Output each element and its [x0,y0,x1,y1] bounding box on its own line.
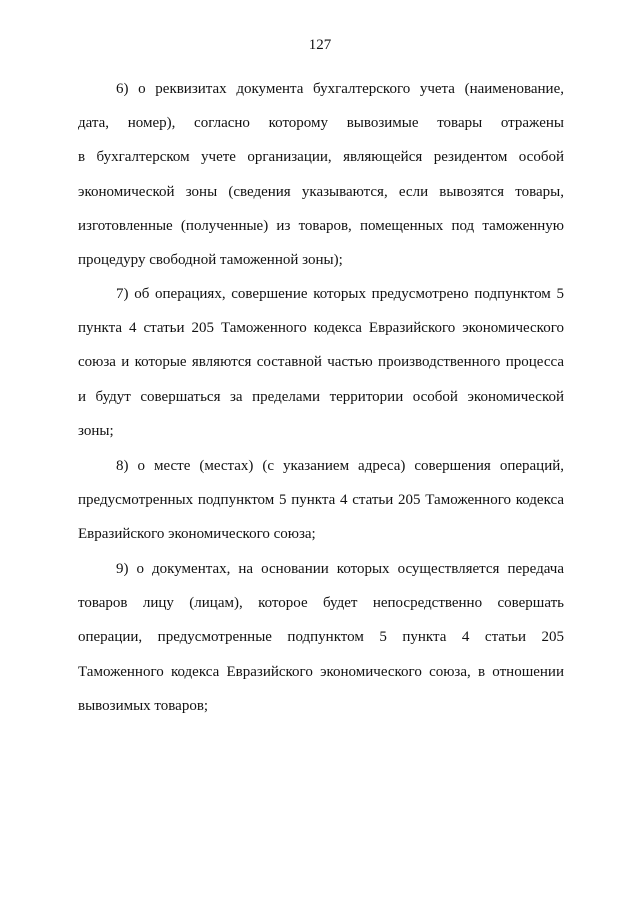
paragraph-item-8 [78,449,564,552]
paragraph-item-9 [78,552,564,723]
paragraph-item-7 [78,277,564,448]
text-line: товаров лицу (лицам), которое будет непосредственно совершать [78,595,564,612]
text-line: и будут совершаться за пределами территории особой экономической [78,388,564,405]
text-line: в бухгалтерском учете организации, являющейся резидентом особой [78,149,564,166]
text-line: предусмотренных подпунктом 5 пункта 4 статьи 205 Таможенного кодекса [78,492,564,509]
text-line: изготовленные (полученные) из товаров, помещенных под таможенную [78,217,564,234]
text-line: Евразийского экономического союза; [78,526,316,543]
paragraph-item-6 [78,72,564,277]
text-line: пункта 4 статьи 205 Таможенного кодекса Евразийского экономического [78,320,564,337]
text-line: вывозимых товаров; [78,697,209,714]
text-line: операции, предусмотренные подпунктом 5 пункта 4 статьи 205 [78,629,564,646]
text-line: 8) о месте (местах) (с указанием адреса) совершения операций, [116,458,564,474]
text-line: экономической зоны (сведения указываются, если вывозятся товары, [78,183,564,200]
text-line: дата, номер), согласно которому вывозимые товары отражены [78,115,564,132]
text-line: зоны; [78,422,114,439]
page-number: 127 [308,37,332,53]
text-line: Таможенного кодекса Евразийского экономического союза, в отношении [78,663,564,680]
text-line: процедуру свободной таможенной зоны); [78,251,343,268]
text-line: 7) об операциях, совершение которых предусмотрено подпунктом 5 [116,286,564,302]
text-line: 6) о реквизитах документа бухгалтерского учета (наименование, [116,81,564,97]
text-line: 9) о документах, на основании которых осуществляется передача [116,561,564,577]
text-line: союза и которые являются составной частью производственного процесса [78,354,564,371]
